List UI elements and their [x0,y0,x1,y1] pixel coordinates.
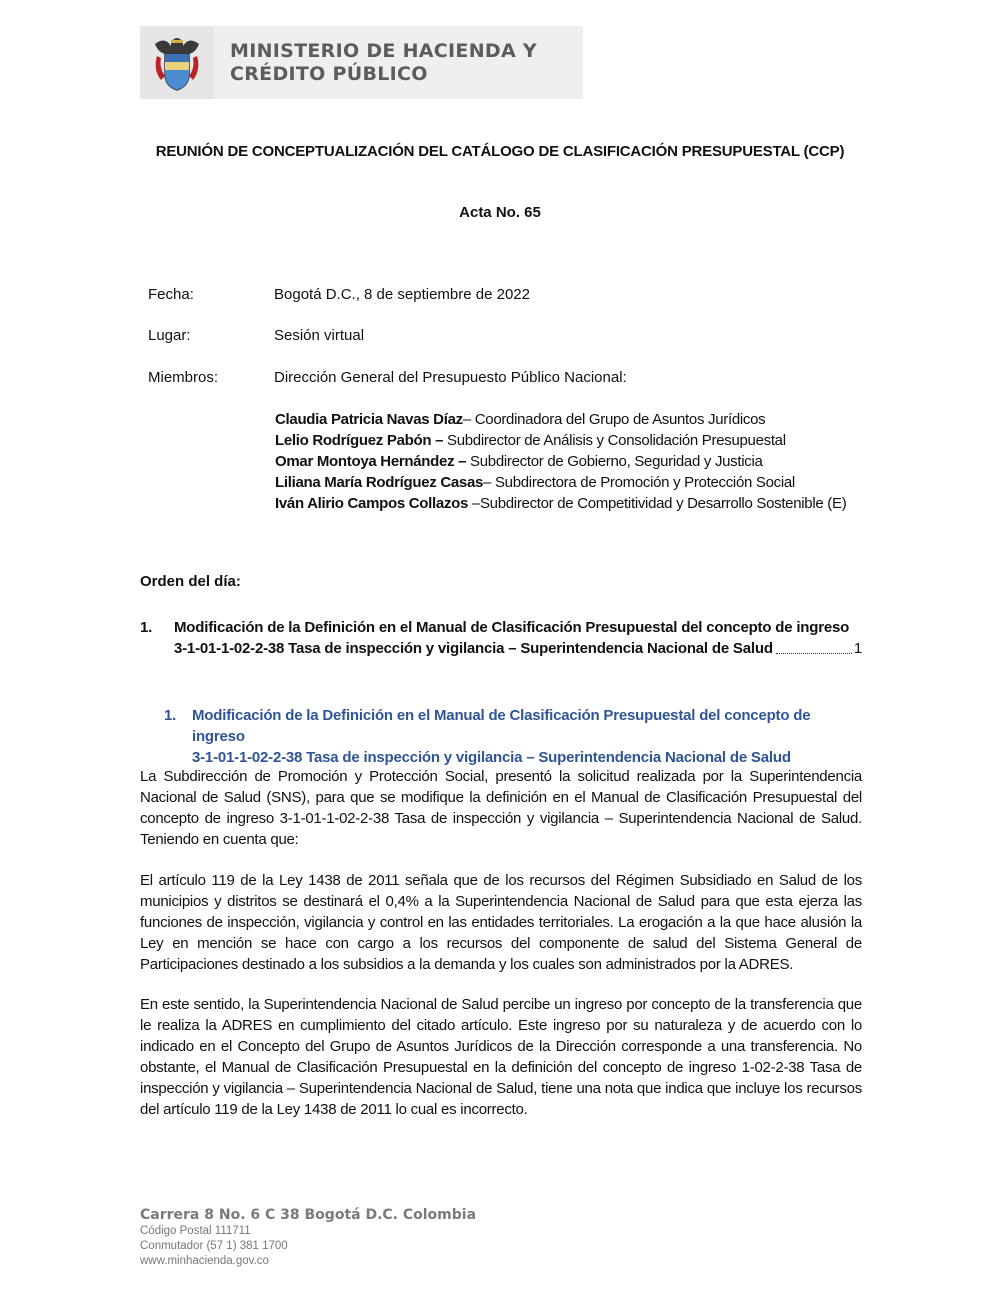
member-item [275,472,846,493]
document-title: REUNIÓN DE CONCEPTUALIZACIÓN DEL CATÁLOGO DE CLASIFICACIÓN PRESUPUESTAL (CCP) [155,143,845,160]
member-role: – Subdirectora de Promoción y Protección Social [483,474,795,491]
section-heading [164,705,864,768]
toc-text [174,617,862,659]
toc-line2: 3-1-01-1-02-2-38 Tasa de inspección y vigilancia – Superintendencia Nacional de Salud [174,640,773,657]
section-title [192,705,864,768]
lugar-value: Sesión virtual [274,327,365,344]
member-name: Claudia Patricia Navas Díaz [275,411,463,428]
agenda-heading: Orden del día: [140,573,241,590]
toc-entry[interactable] [140,617,862,659]
toc-page-number: 1 [853,640,862,657]
toc-line2-row [174,638,862,659]
member-item [275,493,846,514]
coat-of-arms-icon [140,26,214,99]
member-role: Subdirector de Análisis y Consolidación Presupuestal [443,432,786,449]
fecha-value: Bogotá D.C., 8 de septiembre de 2022 [274,286,530,303]
miembros-value: Dirección General del Presupuesto Público Nacional: [274,369,627,386]
section-title-line2: 3-1-01-1-02-2-38 Tasa de inspección y vigilancia – Superintendencia Nacional de Salud [192,749,791,766]
member-role: Subdirector de Gobierno, Seguridad y Justicia [466,453,763,470]
member-name: Omar Montoya Hernández – [275,453,467,470]
footer-website[interactable]: www.minhacienda.gov.co [140,1255,269,1267]
ministry-name [214,40,537,86]
member-item [275,451,846,472]
section-title-line1: Modificación de la Definición en el Manual de Clasificación Presupuestal del concepto de ingreso [192,707,811,745]
member-name: Liliana María Rodríguez Casas [275,474,484,491]
member-name: Iván Alirio Campos Collazos [275,495,469,512]
ministry-name-line1: MINISTERIO DE HACIENDA Y [230,39,537,62]
footer [140,1206,476,1269]
toc-line1: Modificación de la Definición en el Manual de Clasificación Presupuestal del concepto de ingreso [174,619,850,636]
member-role: – Coordinadora del Grupo de Asuntos Jurídicos [462,411,766,428]
paragraph: En este sentido, la Superintendencia Nacional de Salud percibe un ingreso por concepto de la transferencia que le realiza la ADRES en cumplimiento del citado artículo. Este ingreso por su naturaleza y de acuerdo con lo indicado en el Concepto del Grupo de Asuntos Jurídicos de la Dirección corresponde a una transferencia. No obstante, el Manual de Clasificación Presupuestal en la definición del concepto de ingreso 1-02-2-38 Tasa de inspección y vigilancia – Superintendencia Nacional de Salud, tiene una nota que indica que incluye los recursos del artículo 119 de la Ley 1438 de 2011 lo cual es incorrecto. [140,996,862,1118]
ministry-name-line2: CRÉDITO PÚBLICO [230,62,428,85]
miembros-label: Miembros: [148,369,219,386]
toc-number: 1. [140,619,153,636]
paragraph: La Subdirección de Promoción y Protección Social, presentó la solicitud realizada por la Superintendencia Nacional de Salud (SNS), para que se modifique la definición en el Manual de Clasificación Presupuestal del concepto de ingreso 3-1-01-1-02-2-38 Tasa de inspección y vigilancia – Superintendencia Nacional de Salud. Teniendo en cuenta que: [140,768,862,848]
footer-phone: Conmutador (57 1) 381 1700 [140,1240,288,1252]
member-item [275,409,846,430]
member-role: –Subdirector de Competitividad y Desarrollo Sostenible (E) [468,495,847,512]
toc-leader-dots [776,638,852,654]
acta-number: Acta No. 65 [459,204,541,221]
lugar-label: Lugar: [148,327,191,344]
paragraph: El artículo 119 de la Ley 1438 de 2011 señala que de los recursos del Régimen Subsidiado en Salud de los municipios y distritos se destinará el 0,4% a la Superintendencia Nacional de Salud para que esta ejerza las funciones de inspección, vigilancia y control en las entidades territoriales. La erogación a la que hace alusión la Ley en mención se hace con cargo a los recursos del componente de salud del Sistema General de Participaciones destinado a los subsidios a la demanda y los cuales son administrados por la ADRES. [140,872,862,973]
footer-postal-code: Código Postal 111711 [140,1225,251,1237]
member-item [275,430,846,451]
fecha-label: Fecha: [148,286,194,303]
section-number: 1. [164,707,177,724]
members-list [275,409,846,514]
footer-address: Carrera 8 No. 6 C 38 Bogotá D.C. Colombia [140,1207,477,1223]
ministry-logo [140,26,583,99]
member-name: Lelio Rodríguez Pabón – [275,432,444,449]
